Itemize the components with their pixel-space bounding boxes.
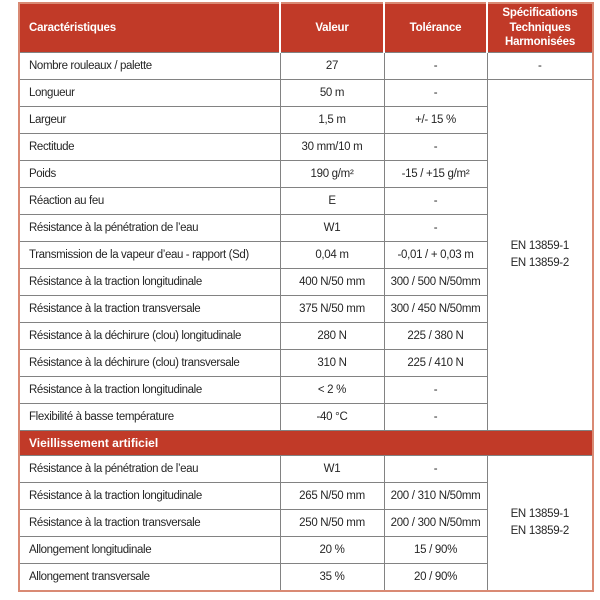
column-header-valeur: Valeur <box>280 3 384 53</box>
value-cell: 250 N/50 mm <box>280 510 384 537</box>
value-cell: 30 mm/10 m <box>280 134 384 161</box>
tolerance-cell: - <box>384 80 487 107</box>
tolerance-cell: -15 / +15 g/m² <box>384 161 487 188</box>
table-row <box>19 80 593 107</box>
spec-cell: - <box>487 53 593 80</box>
spec-standard: EN 13859-2 <box>510 257 569 269</box>
header-row <box>19 3 593 53</box>
tolerance-cell: 300 / 500 N/50mm <box>384 269 487 296</box>
value-cell: W1 <box>280 215 384 242</box>
value-cell: 27 <box>280 53 384 80</box>
value-cell: 0,04 m <box>280 242 384 269</box>
column-header-caracteristiques: Caractéristiques <box>19 3 280 53</box>
value-cell: 50 m <box>280 80 384 107</box>
row-label: Allongement longitudinale <box>19 537 280 564</box>
tolerance-cell: 225 / 380 N <box>384 323 487 350</box>
tolerance-cell: - <box>384 404 487 431</box>
value-cell: 310 N <box>280 350 384 377</box>
section-header-vieillissement <box>19 431 593 456</box>
value-cell: 20 % <box>280 537 384 564</box>
section-title: Vieillissement artificiel <box>19 431 593 456</box>
value-cell: 265 N/50 mm <box>280 483 384 510</box>
row-label: Résistance à la traction longitudinale <box>19 377 280 404</box>
spec-standard: EN 13859-2 <box>510 525 569 537</box>
row-label: Résistance à la déchirure (clou) longitudinale <box>19 323 280 350</box>
row-label: Résistance à la traction longitudinale <box>19 269 280 296</box>
row-label: Résistance à la traction transversale <box>19 510 280 537</box>
tolerance-cell: 20 / 90% <box>384 564 487 592</box>
table-row <box>19 53 593 80</box>
column-header-specifications: Spécifications Techniques Harmonisées <box>487 3 593 53</box>
row-label: Réaction au feu <box>19 188 280 215</box>
table-row <box>19 456 593 483</box>
row-label: Flexibilité à basse température <box>19 404 280 431</box>
tolerance-cell: - <box>384 215 487 242</box>
row-label: Résistance à la pénétration de l’eau <box>19 456 280 483</box>
row-label: Longueur <box>19 80 280 107</box>
value-cell: 375 N/50 mm <box>280 296 384 323</box>
value-cell: W1 <box>280 456 384 483</box>
tolerance-cell: - <box>384 188 487 215</box>
spec-merged-cell <box>487 456 593 592</box>
value-cell: 1,5 m <box>280 107 384 134</box>
row-label: Poids <box>19 161 280 188</box>
tolerance-cell: 200 / 310 N/50mm <box>384 483 487 510</box>
tolerance-cell: -0,01 / + 0,03 m <box>384 242 487 269</box>
tolerance-cell: - <box>384 53 487 80</box>
row-label: Nombre rouleaux / palette <box>19 53 280 80</box>
value-cell: E <box>280 188 384 215</box>
tolerance-cell: - <box>384 456 487 483</box>
row-label: Résistance à la traction transversale <box>19 296 280 323</box>
value-cell: 35 % <box>280 564 384 592</box>
row-label: Résistance à la traction longitudinale <box>19 483 280 510</box>
row-label: Résistance à la déchirure (clou) transversale <box>19 350 280 377</box>
value-cell: < 2 % <box>280 377 384 404</box>
row-label: Largeur <box>19 107 280 134</box>
value-cell: -40 °C <box>280 404 384 431</box>
row-label: Allongement transversale <box>19 564 280 592</box>
value-cell: 190 g/m² <box>280 161 384 188</box>
tolerance-cell: 300 / 450 N/50mm <box>384 296 487 323</box>
value-cell: 400 N/50 mm <box>280 269 384 296</box>
spec-table <box>18 2 594 592</box>
value-cell: 280 N <box>280 323 384 350</box>
tolerance-cell: 15 / 90% <box>384 537 487 564</box>
row-label: Transmission de la vapeur d’eau - rapport (Sd) <box>19 242 280 269</box>
tolerance-cell: - <box>384 134 487 161</box>
spec-standard: EN 13859-1 <box>510 508 569 521</box>
tolerance-cell: - <box>384 377 487 404</box>
tolerance-cell: +/- 15 % <box>384 107 487 134</box>
row-label: Résistance à la pénétration de l’eau <box>19 215 280 242</box>
spec-standard: EN 13859-1 <box>510 240 569 253</box>
tolerance-cell: 200 / 300 N/50mm <box>384 510 487 537</box>
tolerance-cell: 225 / 410 N <box>384 350 487 377</box>
column-header-tolerance: Tolérance <box>384 3 487 53</box>
spec-merged-cell <box>487 80 593 431</box>
row-label: Rectitude <box>19 134 280 161</box>
